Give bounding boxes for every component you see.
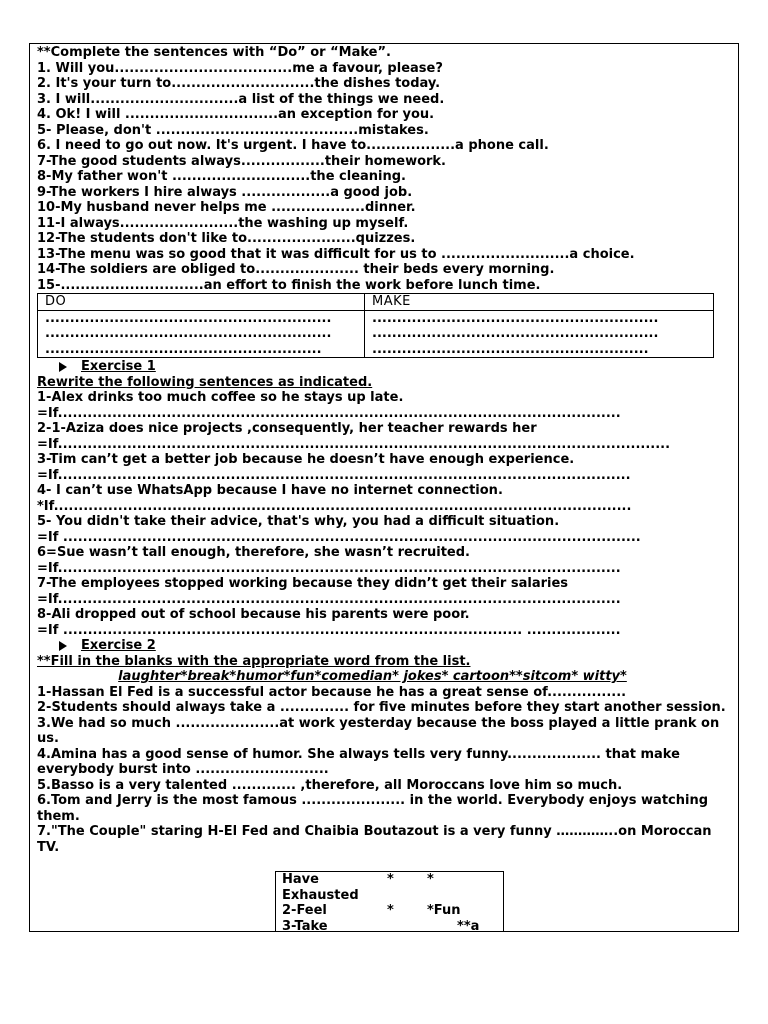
exercise-line: =If ............................................................................................. ................... bbox=[37, 622, 621, 638]
exercise-line: 5- You didn't take their advice, that's why, you had a difficult situation. bbox=[37, 514, 560, 529]
exercise1-instruction: Rewrite the following sentences as indicated. bbox=[37, 374, 373, 390]
fill-item: 4.Amina has a good sense of humor. She always tells very funny................... that make everybody burst into ........................... bbox=[37, 746, 680, 777]
box-row bbox=[282, 888, 503, 904]
sentence: 6. I need to go out now. It's urgent. I have to..................a phone call. bbox=[37, 138, 549, 153]
answer-line: .......................................................... bbox=[45, 310, 332, 326]
word-list: laughter*break*humor*fun*comedian* jokes* cartoon**sitcom* witty* bbox=[118, 669, 627, 684]
sentence: 5- Please, don't .........................................mistakes. bbox=[37, 122, 429, 138]
exercise-line: =If.................................................................................................................. bbox=[37, 591, 621, 607]
do-column-header: DO bbox=[38, 294, 365, 311]
exercise-line: 7-The employees stopped working because they didn’t get their salaries bbox=[37, 576, 569, 591]
sentence: 15-.............................an effort to finish the work before lunch time. bbox=[37, 277, 541, 293]
box-cell bbox=[427, 888, 487, 904]
section1-title: **Complete the sentences with “Do” or “Make”. bbox=[37, 45, 391, 60]
exercise1-lines bbox=[37, 390, 738, 638]
do-answer-cell[interactable] bbox=[38, 310, 365, 358]
box-cell: * bbox=[387, 872, 394, 887]
sentence: 13-The menu was so good that it was difficult for us to ..........................a choice. bbox=[37, 246, 635, 262]
section1-sentences bbox=[37, 61, 738, 294]
box-cell: * bbox=[457, 918, 464, 934]
answer-line: ........................................................ bbox=[372, 341, 649, 357]
arrow-bullet-icon bbox=[59, 641, 67, 651]
exercise-line: =If.................................................................................................................. bbox=[37, 405, 621, 421]
sentence: 1. Will you....................................me a favour, please? bbox=[37, 60, 443, 76]
fill-item: 6.Tom and Jerry is the most famous ..................... in the world. Everybody enjoys watching them. bbox=[37, 793, 709, 824]
exercise1-heading bbox=[37, 359, 738, 375]
exercise-line: *If..................................................................................................................... bbox=[37, 498, 632, 514]
exercise-line: =If............................................................................................................................ bbox=[37, 436, 671, 452]
exercise-line: =If.................................................................................................................. bbox=[37, 560, 621, 576]
exercise2-instruction: **Fill in the blanks with the appropriate word from the list. bbox=[37, 653, 471, 669]
sentence: 12-The students don't like to......................quizzes. bbox=[37, 231, 416, 246]
exercise-line: =If ..................................................................................................................... bbox=[37, 529, 641, 545]
sentence: 9-The workers I hire always ..................a good job. bbox=[37, 184, 413, 200]
box-cell: 2-Feel bbox=[282, 903, 327, 918]
exercise-line: 4- I can’t use WhatsApp because I have no internet connection. bbox=[37, 483, 503, 498]
exercise2-label: Exercise 2 bbox=[81, 638, 156, 653]
sentence: 2. It's your turn to.............................the dishes today. bbox=[37, 76, 441, 91]
box-cell: 3-Take bbox=[282, 918, 328, 934]
fill-item: 2-Students should always take a .............. for five minutes before they start another session. bbox=[37, 700, 726, 715]
fill-item: 5.Basso is a very talented ............. ,therefore, all Moroccans love him so much. bbox=[37, 777, 623, 793]
exercise2-heading bbox=[37, 638, 738, 654]
answer-line: .......................................................... bbox=[45, 326, 332, 341]
make-column-header: MAKE bbox=[365, 294, 714, 311]
make-answer-cell[interactable] bbox=[365, 310, 714, 358]
exercise-line: 3-Tim can’t get a better job because he doesn’t have enough experience. bbox=[37, 452, 575, 467]
answer-line: ........................................................ bbox=[45, 341, 322, 357]
answer-line: .......................................................... bbox=[372, 326, 659, 341]
answer-line: .......................................................... bbox=[372, 310, 659, 326]
box-cell: *Fun bbox=[427, 903, 461, 918]
sentence: 3. I will..............................a list of the things we need. bbox=[37, 91, 445, 107]
exercise-line: 2-1-Aziza does nice projects ,consequently, her teacher rewards her bbox=[37, 421, 537, 436]
box-row bbox=[282, 872, 503, 888]
sentence: 4. Ok! I will ...............................an exception for you. bbox=[37, 107, 435, 122]
arrow-bullet-icon bbox=[59, 362, 67, 372]
sentence: 14-The soldiers are obliged to..................... their beds every morning. bbox=[37, 262, 555, 277]
box-cell: Exhausted bbox=[282, 887, 359, 903]
sentence: 7-The good students always.................their homework. bbox=[37, 153, 446, 169]
exercise1-label: Exercise 1 bbox=[81, 359, 156, 374]
box-cell: Have bbox=[282, 872, 319, 887]
exercise-line: =If.................................................................................................................... bbox=[37, 467, 631, 483]
sentence: 8-My father won't ............................the cleaning. bbox=[37, 169, 406, 184]
exercise2-items bbox=[37, 685, 738, 856]
fill-item: 3.We had so much .....................at work yesterday because the boss played a little prank on us. bbox=[37, 715, 720, 746]
box-cell: * bbox=[427, 872, 434, 887]
sentence: 11-I always........................the washing up myself. bbox=[37, 215, 409, 231]
sentence: 10-My husband never helps me ...................dinner. bbox=[37, 200, 416, 215]
bottom-box bbox=[275, 871, 504, 932]
fill-item: 7."The Couple" staring H-El Fed and Chaibia Boutazout is a very funny …………..on Moroccan TV. bbox=[37, 824, 712, 855]
exercise-line: 8-Ali dropped out of school because his parents were poor. bbox=[37, 607, 470, 622]
box-cell bbox=[417, 919, 457, 935]
box-row bbox=[282, 903, 503, 919]
do-make-table bbox=[37, 293, 714, 358]
box-row bbox=[282, 919, 503, 935]
exercise-line: 6=Sue wasn’t tall enough, therefore, she wasn’t recruited. bbox=[37, 545, 470, 560]
box-cell bbox=[387, 888, 427, 904]
fill-item: 1-Hassan El Fed is a successful actor because he has a great sense of................ bbox=[37, 684, 627, 700]
worksheet bbox=[29, 43, 739, 932]
box-cell: *a bbox=[463, 918, 480, 934]
box-cell: * bbox=[387, 903, 394, 918]
exercise-line: 1-Alex drinks too much coffee so he stays up late. bbox=[37, 390, 404, 405]
